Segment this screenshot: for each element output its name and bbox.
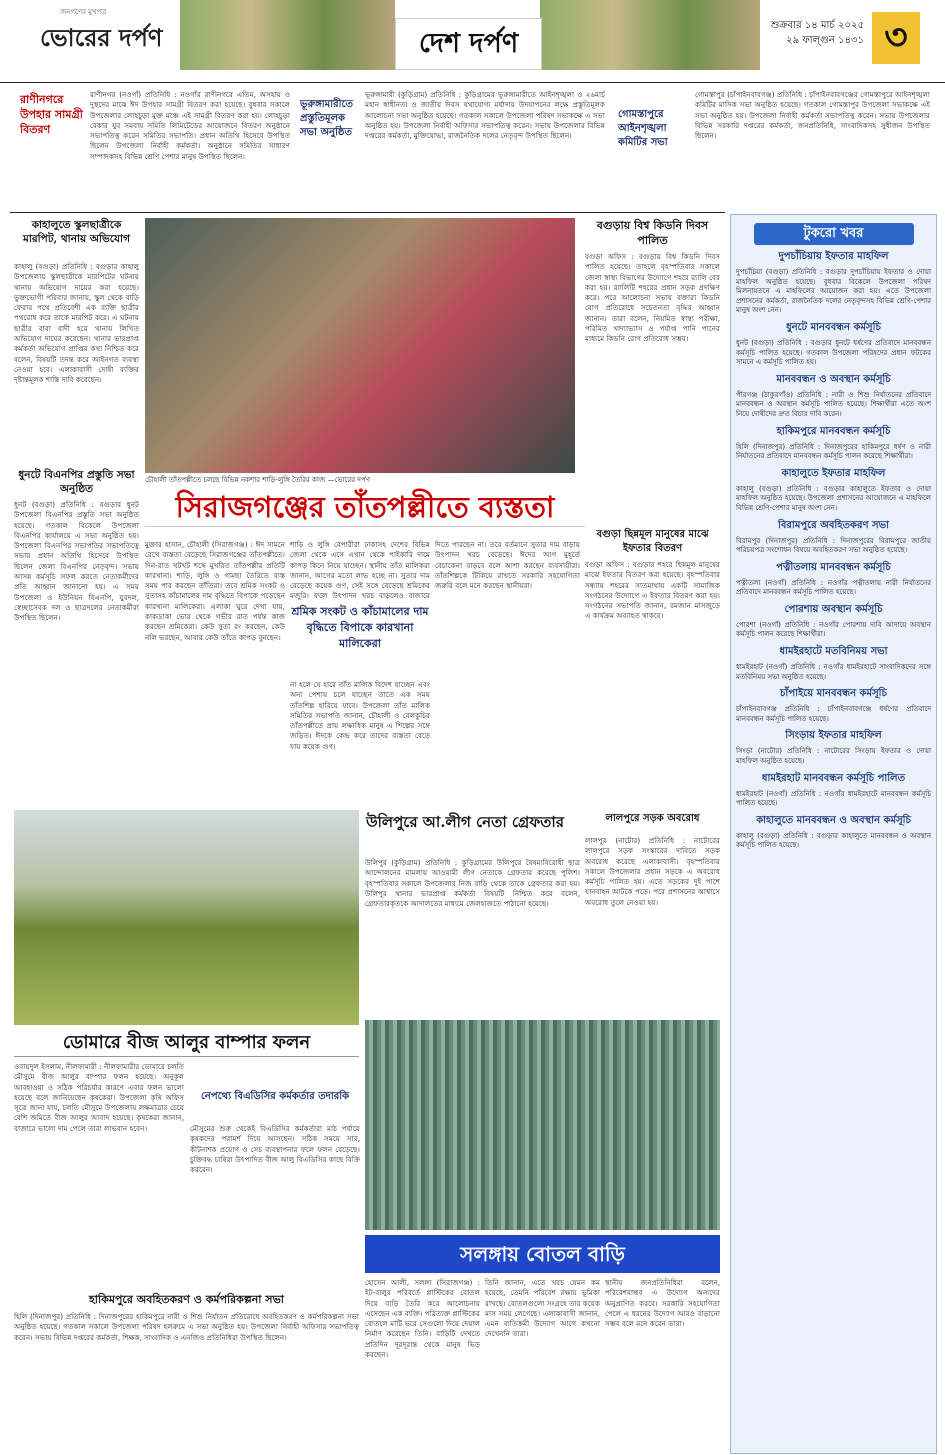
potato-field-photo: [14, 810, 359, 1025]
sidebar-item-head: চাঁপাইয়ে মানববন্ধন কর্মসূচি: [780, 688, 887, 700]
sidebar-title: টুকরো খবর: [754, 223, 914, 245]
article-title: গোমস্তাপুরে আইনশৃঙ্খলা কমিটির সভা: [618, 109, 668, 148]
section-title: দেশ দর্পণ: [395, 18, 542, 70]
header-photo-strip: [180, 0, 395, 70]
header-tagline: জনগণের মুখপত্র: [60, 8, 107, 16]
date-gregorian: শুক্রবার ১৪ মার্চ ২০২৫: [770, 20, 864, 31]
photo-caption: চৌহালী তাঁতপল্লীতে চলছে বিভিন্ন নকশার শাড়ি-লুঙ্গি তৈরির কাজ —ভোরের দর্পণ: [145, 476, 370, 484]
header-photo-strip-right: [540, 0, 760, 70]
article-subtitle: নেপথ্যে বিএডিসির কর্মকর্তার তদারকি: [200, 1091, 350, 1102]
sidebar-item-text: বিরামপুর (দিনাজপুর) প্রতিনিধি : দিনাজপুরের বিরামপুরে জাতীয় পরিচয়পত্র সংশোধন বিষয়ে অবহিতকরণ সভা অনুষ্ঠিত হয়েছে।: [736, 536, 931, 555]
article-body: স্থানীয় জনপ্রতিনিধিরা বলেন, পরিবেশবান্ধব এ উদ্যোগ অন্যদের অনুপ্রাণিত করবে। সরকারি সহযোগিতা পেলে এ ধরনের উদ্যোগ আরও বাড়ানো সম্ভব বলে মনে করেন তারা।: [605, 1278, 720, 1329]
sidebar-item-head: কাহালুতে মানববন্ধন ও অবস্থান কর্মসূচি: [756, 814, 911, 826]
article-body: হোসেন আলী, সলঙ্গা (সিরাজগঞ্জ) : ইট-বালুর পরিবর্তে প্লাস্টিকের বোতল দিয়ে বাড়ি তৈরি করে আলোচনায় এসেছেন এক ব্যক্তি। পরিত্যক্ত প্লাস্টিকের বোতলে মাটি ভরে সেগুলো দিয়ে দেয়াল নির্মাণ করেছেন তিনি। বাড়িটি দেখতে প্রতিদিন দূরদূরান্ত থেকে মানুষ ভিড় করছেন।: [365, 1278, 480, 1360]
article-title: কাহালুতে স্কুলছাত্রীকে মারপিট, থানায় অভিযোগ: [23, 219, 130, 245]
article-title: রাণীনগরে উপহার সামগ্রী বিতরণ: [20, 93, 83, 136]
page-number: ৩: [872, 12, 920, 64]
divider: [10, 212, 725, 213]
sidebar-item-text: পীরগঞ্জ (ঠাকুরগাঁও) প্রতিনিধি : নারী ও শিশু নির্যাতনের প্রতিবাদে মানববন্ধন ও অবস্থান কর্মসূচি পালিত হয়েছে। শিক্ষার্থীরা এতে অংশ নিয়ে দোষীদের দ্রুত বিচার দাবি করেন।: [736, 390, 931, 418]
article-body: ধুনট (বগুড়া) প্রতিনিধি : বগুড়ার ধুনট উপজেলা বিএনপির প্রস্তুতি সভা অনুষ্ঠিত হয়েছে। গতকাল বিকেলে উপজেলা বিএনপির কার্যালয়ে এ সভা অনুষ্ঠিত হয়। উপজেলা বিএনপির সভাপতির সভাপতিত্বে সভায় প্রধান অতিথি হিসেবে উপস্থিত ছিলেন জেলা বিএনপির নেতৃবৃন্দ। সভায় আসন্ন কর্মসূচি সফল করতে নেতাকর্মীদের প্রতি আহ্বান জানানো হয়। এ সময় উপজেলা ও ইউনিয়ন বিএনপি, যুবদল, স্বেচ্ছাসেবক দল ও ছাত্রদলের নেতাকর্মীরা উপস্থিত ছিলেন।: [14, 500, 139, 623]
article-body: রাণীনগর (নওগাঁ) প্রতিনিধি : নওগাঁর রাণীনগরে এতিম, অসহায় ও দুস্থদের মাঝে ঈদ উপহার সামগ্রী বিতরণ করা হয়েছে। বুধবার সকালে উপজেলার লোহচুড়া মুক্ত মঞ্চে এই সামগ্রী বিতরণ করা হয়। লোহচুড়া বেকার যুব সমবায় সমিতি লিমিটেডের আয়োজনে বিতরণ অনুষ্ঠানে সভাপতিত্ব করেন সমিতির সভাপতি। প্রধান অতিথি হিসেবে উপস্থিত ছিলেন উপজেলা নির্বাহী কর্মকর্তা। অনুষ্ঠানে সমিতির সাধারণ সম্পাদকসহ বিভিন্ন শ্রেণি পেশার মানুষ উপস্থিত ছিলেন।: [90, 90, 290, 161]
issue-date: [764, 18, 864, 48]
article-title: ভূরুঙ্গামারীতে প্রস্তুতিমূলক সভা অনুষ্ঠিত: [300, 99, 353, 138]
article-title: বগুড়া ছিন্নমূল মানুষের মাঝে ইফতার বিতরণ: [596, 529, 709, 554]
article-title: উলিপুরে আ.লীগ নেতা গ্রেফতার: [365, 813, 565, 831]
main-story-col: দিতে পারছেন না। তবে বর্তমানে সুতার দাম বাড়ায় উৎপাদন খরচ বেড়েছে। ঈদের আগ মুহূর্তে বেচাকেনা বাড়বে বলে আশা করছেন ব্যবসায়ীরা। তাঁতশিল্পকে টিকিয়ে রাখতে সরকারি সহযোগিতা জরুরি বলে মনে করছেন স্থানীয়রা।: [435, 540, 580, 591]
sidebar-item-head: পত্নীতলায় মানববন্ধন কর্মসূচি: [776, 561, 891, 573]
article-title: ধুনটে বিএনপির প্রস্তুতি সভা অনুষ্ঠিত: [18, 469, 135, 495]
sidebar-item-text: দুপচাঁচিয়া (বগুড়া) প্রতিনিধি : বগুড়ার দুপচাঁচিয়ায় ইফতার ও দোয়া মাহফিল অনুষ্ঠিত হয়েছে। বুধবার বিকেলে উপজেলা পরিষদ মিলনায়তনে এ মাহফিলের আয়োজন করা হয়। এতে উপজেলা প্রশাসনের কর্মকর্তা, রাজনৈতিক দলের নেতৃবৃন্দসহ বিভিন্ন শ্রেণি-পেশার মানুষ অংশ নেন।: [736, 268, 931, 315]
sidebar-item-text: পোরশা (নওগাঁ) প্রতিনিধি : নওগাঁর পোরশায় দাবি আদায়ে অবস্থান কর্মসূচি পালন করেছে শিক্ষার্থীরা।: [736, 620, 931, 639]
sidebar-item-head: মানববন্ধন ও অবস্থান কর্মসূচি: [776, 373, 891, 385]
article-body: বগুড়া অফিস : বগুড়ায় বিশ্ব কিডনি দিবস পালিত হয়েছে। তাহলে বৃহস্পতিবার সকালে জেলা স্বাস্থ্য বিভাগের উদ্যোগে শহরে র‍্যালি বের করা হয়। র‍্যালিটি শহরের প্রধান সড়ক প্রদক্ষিণ করে। পরে আলোচনা সভায় বক্তারা কিডনি রোগ প্রতিরোধে সচেতনতা বৃদ্ধির আহ্বান জানান। তারা বলেন, নিয়মিত স্বাস্থ্য পরীক্ষা, পরিমিত খাদ্যাভ্যাস ও পর্যাপ্ত পানি পানের মাধ্যমে কিডনি রোগ প্রতিরোধ সম্ভব।: [585, 252, 720, 344]
main-subheadline: শ্রমিক সংকট ও কাঁচামালের দাম বৃদ্ধিতে বিপাকে কারখানা মালিকেরা: [291, 605, 429, 650]
date-bengali: ২৯ ফাল্গুন ১৪৩১: [786, 35, 864, 46]
article-body: লালপুর (নাটোর) প্রতিনিধি : নাটোরের লালপুরে সড়ক সংস্কারের দাবিতে সড়ক অবরোধ করেছে এলাকাবাসী। বৃহস্পতিবার সকালে উপজেলার প্রধান সড়কে এ অবরোধ কর্মসূচি পালিত হয়। এতে সড়কের দুই পাশে যানবাহন আটকে পড়ে। পরে প্রশাসনের আশ্বাসে অবরোধ তুলে নেওয়া হয়।: [585, 836, 720, 907]
sidebar-item-head: সিংড়ায় ইফতার মাহফিল: [785, 730, 882, 742]
sidebar-item-head: হাকিমপুরে মানববন্ধন কর্মসূচি: [776, 425, 891, 437]
article-title: সলঙ্গায় বোতল বাড়ি: [365, 1235, 720, 1273]
article-body: কাহালু (বগুড়া) প্রতিনিধি : বগুড়ার কাহালু উপজেলায় স্কুলছাত্রীকে মারপিটের ঘটনায় থানায় অভিযোগ দায়ের করা হয়েছে। ভুক্তভোগী পরিবার জানায়, স্কুল থেকে বাড়ি ফেরার পথে প্রতিবেশী এক ব্যক্তি ছাত্রীর পথরোধ করে তাকে মারপিট করে। এ ঘটনায় ছাত্রীর বাবা বাদী হয়ে থানায় লিখিত অভিযোগ দায়ের করেছেন। থানার ভারপ্রাপ্ত কর্মকর্তা অভিযোগ প্রাপ্তির কথা নিশ্চিত করে বলেন, বিষয়টি তদন্ত করে আইনগত ব্যবস্থা নেওয়া হবে। এলাকাবাসী দোষী ব্যক্তির দৃষ্টান্তমূলক শাস্তি দাবি করেছেন।: [14, 262, 139, 385]
bottle-house-photo: [365, 1020, 720, 1230]
sidebar-item-head: বিরামপুরে অবহিতকরণ সভা: [778, 519, 889, 531]
article-body: বগুড়া অফিস : বগুড়ার শহরে ছিন্নমূল মানুষের মাঝে ইফতার বিতরণ করা হয়েছে। বৃহস্পতিবার সন্ধ্যায় শহরের সাতমাথায় একটি সামাজিক সংগঠনের উদ্যোগে এ ইফতার বিতরণ করা হয়। সংগঠনের সভাপতি জানান, রমজান মাসজুড়ে এ কার্যক্রম অব্যাহত থাকবে।: [585, 560, 720, 621]
article-title: ডোমারে বীজ আলুর বাম্পার ফলন: [14, 1030, 359, 1057]
article-body: উলিপুর (কুড়িগ্রাম) প্রতিনিধি : কুড়িগ্রামের উলিপুরে বৈষম্যবিরোধী ছাত্র আন্দোলনের মামলায় আওয়ামী লীগ নেতাকে গ্রেফতার করেছে পুলিশ। বৃহস্পতিবার সকালে উপজেলার নিজ বাড়ি থেকে তাকে গ্রেফতার করা হয়। উলিপুর থানার ভারপ্রাপ্ত কর্মকর্তা বিষয়টি নিশ্চিত করে বলেন, গ্রেফতারকৃতকে আদালতের মাধ্যমে জেলহাজতে পাঠানো হয়েছে।: [365, 858, 580, 909]
main-story-col: শাড়ি ও লুঙ্গি বেপারীরা ঢাকাসহ দেশের বিভিন্ন জেলা থেকে এসে এখান থেকে পাইকারি দামে কাপড় কিনে নিয়ে যাচ্ছেন। স্থানীয় তাঁত মালিকরা জানান, আগের মতো লাভ হচ্ছে না। সুতার দাম বেড়েছে কয়েক গুণ, সেই সঙ্গে বেড়েছে শ্রমিকের মজুরি। ফলে উৎপাদন খরচ বাড়লেও বাজারে: [290, 540, 430, 600]
sidebar-item-head: ধামইরহাটে মতবিনিময় সভা: [779, 646, 888, 658]
article-body: তিনি জানান, এতে খরচ যেমন কম হয়েছে, তেমনি পরিবেশ রক্ষায় ভূমিকা রাখছে। বোতলগুলো সংগ্রহে তার কয়েক মাস সময় লেগেছে। এলাকাবাসী জানান, এমন ব্যতিক্রমী উদ্যোগ আগে কখনো দেখেননি তারা।: [485, 1278, 600, 1339]
sidebar-item-head: পোরশায় অবস্থান কর্মসূচি: [784, 603, 883, 615]
sidebar-item-text: কাহালু (বগুড়া) প্রতিনিধি : বগুড়ার কাহালুতে মানববন্ধন ও অবস্থান কর্মসূচি পালিত হয়েছে।: [736, 831, 931, 850]
sidebar-item-text: ধুনট (বগুড়া) প্রতিনিধি : বগুড়ার ধুনটে ধর্ষণের প্রতিবাদে মানববন্ধন কর্মসূচি পালিত হয়েছে। গতকাল উপজেলা পরিষদের প্রধান ফটকের সামনে এ কর্মসূচি পালিত হয়।: [736, 338, 931, 367]
article-title: লালপুরে সড়ক অবরোধ: [605, 813, 700, 824]
sidebar-item-head: কাহালুতে ইফতার মাহফিল: [781, 467, 886, 479]
weaving-photo: [145, 218, 575, 473]
main-headline: সিরাজগঞ্জের তাঁতপল্লীতে ব্যস্ততা: [145, 488, 585, 527]
sidebar-item-text: চাঁপাইনবাবগঞ্জ প্রতিনিধি : চাঁপাইনবাবগঞ্জে ধর্ষণের প্রতিবাদে মানববন্ধন কর্মসূচি পালিত হয়েছে।: [736, 705, 931, 723]
newspaper-logo: ভোরের দর্পণ: [40, 23, 163, 52]
sidebar-item-head: দুপচাঁচিয়ায় ইফতার মাহফিল: [778, 251, 889, 262]
sidebar-item-text: পত্নীতলা (নওগাঁ) প্রতিনিধি : নওগাঁর পত্নীতলায় নারী নির্যাতনের প্রতিবাদে মানববন্ধন কর্মসূচি পালিত হয়েছে।: [736, 578, 931, 597]
sidebar-item-text: কাহালু (বগুড়া) প্রতিনিধি : বগুড়ার কাহালুতে ইফতার ও দোয়া মাহফিল অনুষ্ঠিত হয়েছে। উপজেলা প্রশাসনের আয়োজনে এ মাহফিলে বিভিন্ন শ্রেণি-পেশার মানুষ অংশ নেন।: [736, 484, 931, 512]
article-body: ভূরুঙ্গামারী (কুড়িগ্রাম) প্রতিনিধি : কুড়িগ্রামের ভূরুঙ্গামারীতে আইনশৃঙ্খলা ও ২৬মার্চ মহান স্বাধীনতা ও জাতীয় দিবস যথাযোগ্য মর্যাদায় উদযাপনের লক্ষে প্রস্তুতিমূলক আলোচনা সভা অনুষ্ঠিত হয়েছে। গতকাল সকালে উপজেলা পরিষদ সভাকক্ষে এ সভা অনুষ্ঠিত হয়। উপজেলা নির্বাহী অফিসার সভাপতিত্ব করেন। সভায় উপজেলার বিভিন্ন দপ্তরের কর্মকর্তা, মুক্তিযোদ্ধা, রাজনৈতিক দলের নেতৃবৃন্দ উপস্থিত ছিলেন।: [365, 90, 605, 141]
sidebar-item-text: ধামইরহাট (নওগাঁ) প্রতিনিধি : নওগাঁর ধামইরহাটে মানববন্ধন কর্মসূচি পালিত হয়েছে।: [736, 789, 931, 808]
sidebar-item-text: হিলি (দিনাজপুর) প্রতিনিধি : দিনাজপুরের হাকিমপুরে ধর্ষণ ও নারী নির্যাতনের প্রতিবাদে মানববন্ধন কর্মসূচি পালন করেছে শিক্ষার্থীরা।: [736, 442, 931, 461]
sidebar-item-head: ধুনটে মানববন্ধন কর্মসূচি: [786, 321, 881, 333]
article-title: হাকিমপুরে অবহিতকরণ ও কর্মপরিকল্পনা সভা: [89, 1293, 284, 1306]
main-story-col: মুক্তার হাসান, চৌহালী (সিরাজগঞ্জ) : ঈদ সামনে রেখে ব্যস্ততা বেড়েছে সিরাজগঞ্জের তাঁতপল্লীতে। দিন-রাত খটখট শব্দে মুখরিত তাঁতপল্লীর প্রতিটি কারখানা। শাড়ি, লুঙ্গি ও গামছা তৈরিতে ব্যস্ত সময় পার করছেন তাঁতিরা। তবে শ্রমিক সংকট ও সুতাসহ কাঁচামালের দাম বৃদ্ধিতে বিপাকে পড়েছেন কারখানা মালিকেরা। এলাকা ঘুরে দেখা যায়, কাকডাকা ভোর থেকে গভীর রাত পর্যন্ত কাজ করছেন শ্রমিকেরা। কেউ সুতা রং করছেন, কেউ নলি ভরছেন, আবার কেউ তাঁতে কাপড় বুনছেন।: [145, 540, 285, 642]
main-story-col: না হলে যে হারে তাঁত মালিক বিদেশ যাচ্ছেন এবং অন্য পেশায় চলে যাচ্ছেন তাতে এক সময় তাঁতশিল্প হারিয়ে যাবে। উপজেলা তাঁত মালিক সমিতির সভাপতি জানান, চৌহালী ও বেলকুচির তাঁতপল্লীতে প্রায় লক্ষাধিক মানুষ এ শিল্পের সঙ্গে জড়িত। ঈদকে কেন্দ্র করে তাদের ব্যস্ততা বেড়ে যায় কয়েক গুণ।: [290, 680, 430, 751]
article-body: ওবায়দুল ইসলাম, নীলফামারী : নীলফামারীর ডোমারে চলতি মৌসুমে বীজ আলুর বাম্পার ফলন হয়েছে। অনুকূল আবহাওয়া ও সঠিক পরিচর্যার কারণে এবার ফলন ভালো হয়েছে বলে জানিয়েছেন কৃষকেরা। উপজেলা কৃষি অফিস সূত্রে জানা যায়, চলতি মৌসুমে উপজেলায় লক্ষমাত্রার চেয়ে বেশি জমিতে বীজ আলুর আবাদ হয়েছে। কৃষকেরা জানান, বাজারে ভালো দাম পেলে তারা লাভবান হবেন।: [14, 1062, 184, 1133]
header-divider: [0, 82, 945, 83]
sidebar-item-text: সিংড়া (নাটোর) প্রতিনিধি : নাটোরের সিংড়ায় ইফতার ও দোয়া মাহফিল অনুষ্ঠিত হয়েছে।: [736, 747, 931, 766]
sidebar-item-head: ধামইরহাট মানববন্ধন কর্মসূচি পালিত: [761, 772, 906, 784]
article-body: গোমস্তাপুর (চাঁপাইনবাবগঞ্জ) প্রতিনিধি : চাঁপাইনবাবগঞ্জের গোমস্তাপুরে আইনশৃঙ্খলা কমিটির মাসিক সভা অনুষ্ঠিত হয়েছে। গতকাল গোমস্তাপুর উপজেলা সভাকক্ষে এই সভা অনুষ্ঠিত হয়। উপজেলা নির্বাহী কর্মকর্তা সভাপতিত্ব করেন। সভায় উপজেলার বিভিন্ন সরকারি দপ্তরের কর্মকর্তা, জনপ্রতিনিধি, সাংবাদিকসহ সুধীজন উপস্থিত ছিলেন।: [695, 90, 930, 141]
article-body: হিলি (দিনাজপুর) প্রতিনিধি : দিনাজপুরের হাকিমপুরে নারী ও শিশু নির্যাতন প্রতিরোধে অবহিতকরণ ও কর্মপরিকল্পনা সভা অনুষ্ঠিত হয়েছে। গতকাল সকালে উপজেলা পরিষদ হলরুমে এ সভা অনুষ্ঠিত হয়। উপজেলা নির্বাহী অফিসার সভাপতিত্ব করেন। সভায় বিভিন্ন দপ্তরের কর্মকর্তা, শিক্ষক, সাংবাদিক ও এনজিও প্রতিনিধিরা উপস্থিত ছিলেন।: [14, 1312, 359, 1342]
article-body: মৌসুমের শুরু থেকেই বিএডিসির কর্মকর্তারা মাঠ পর্যায়ে কৃষকদের পরামর্শ দিয়ে আসছেন। সঠিক সময়ে সার, কীটনাশক প্রয়োগ ও সেচ ব্যবস্থাপনার ফলে ফলন বেড়েছে। চুক্তিবদ্ধ চাষিরা উৎপাদিত বীজ আলু বিএডিসির কাছে বিক্রি করবেন।: [190, 1124, 360, 1175]
news-briefs-sidebar: [730, 214, 937, 1454]
sidebar-item-text: ধামইরহাট (নওগাঁ) প্রতিনিধি : নওগাঁর ধামইরহাটে সাংবাদিকদের সঙ্গে মতবিনিময় সভা অনুষ্ঠিত হয়েছে।: [736, 663, 931, 681]
article-title: বগুড়ায় বিশ্ব কিডনি দিবস পালিত: [596, 219, 709, 247]
